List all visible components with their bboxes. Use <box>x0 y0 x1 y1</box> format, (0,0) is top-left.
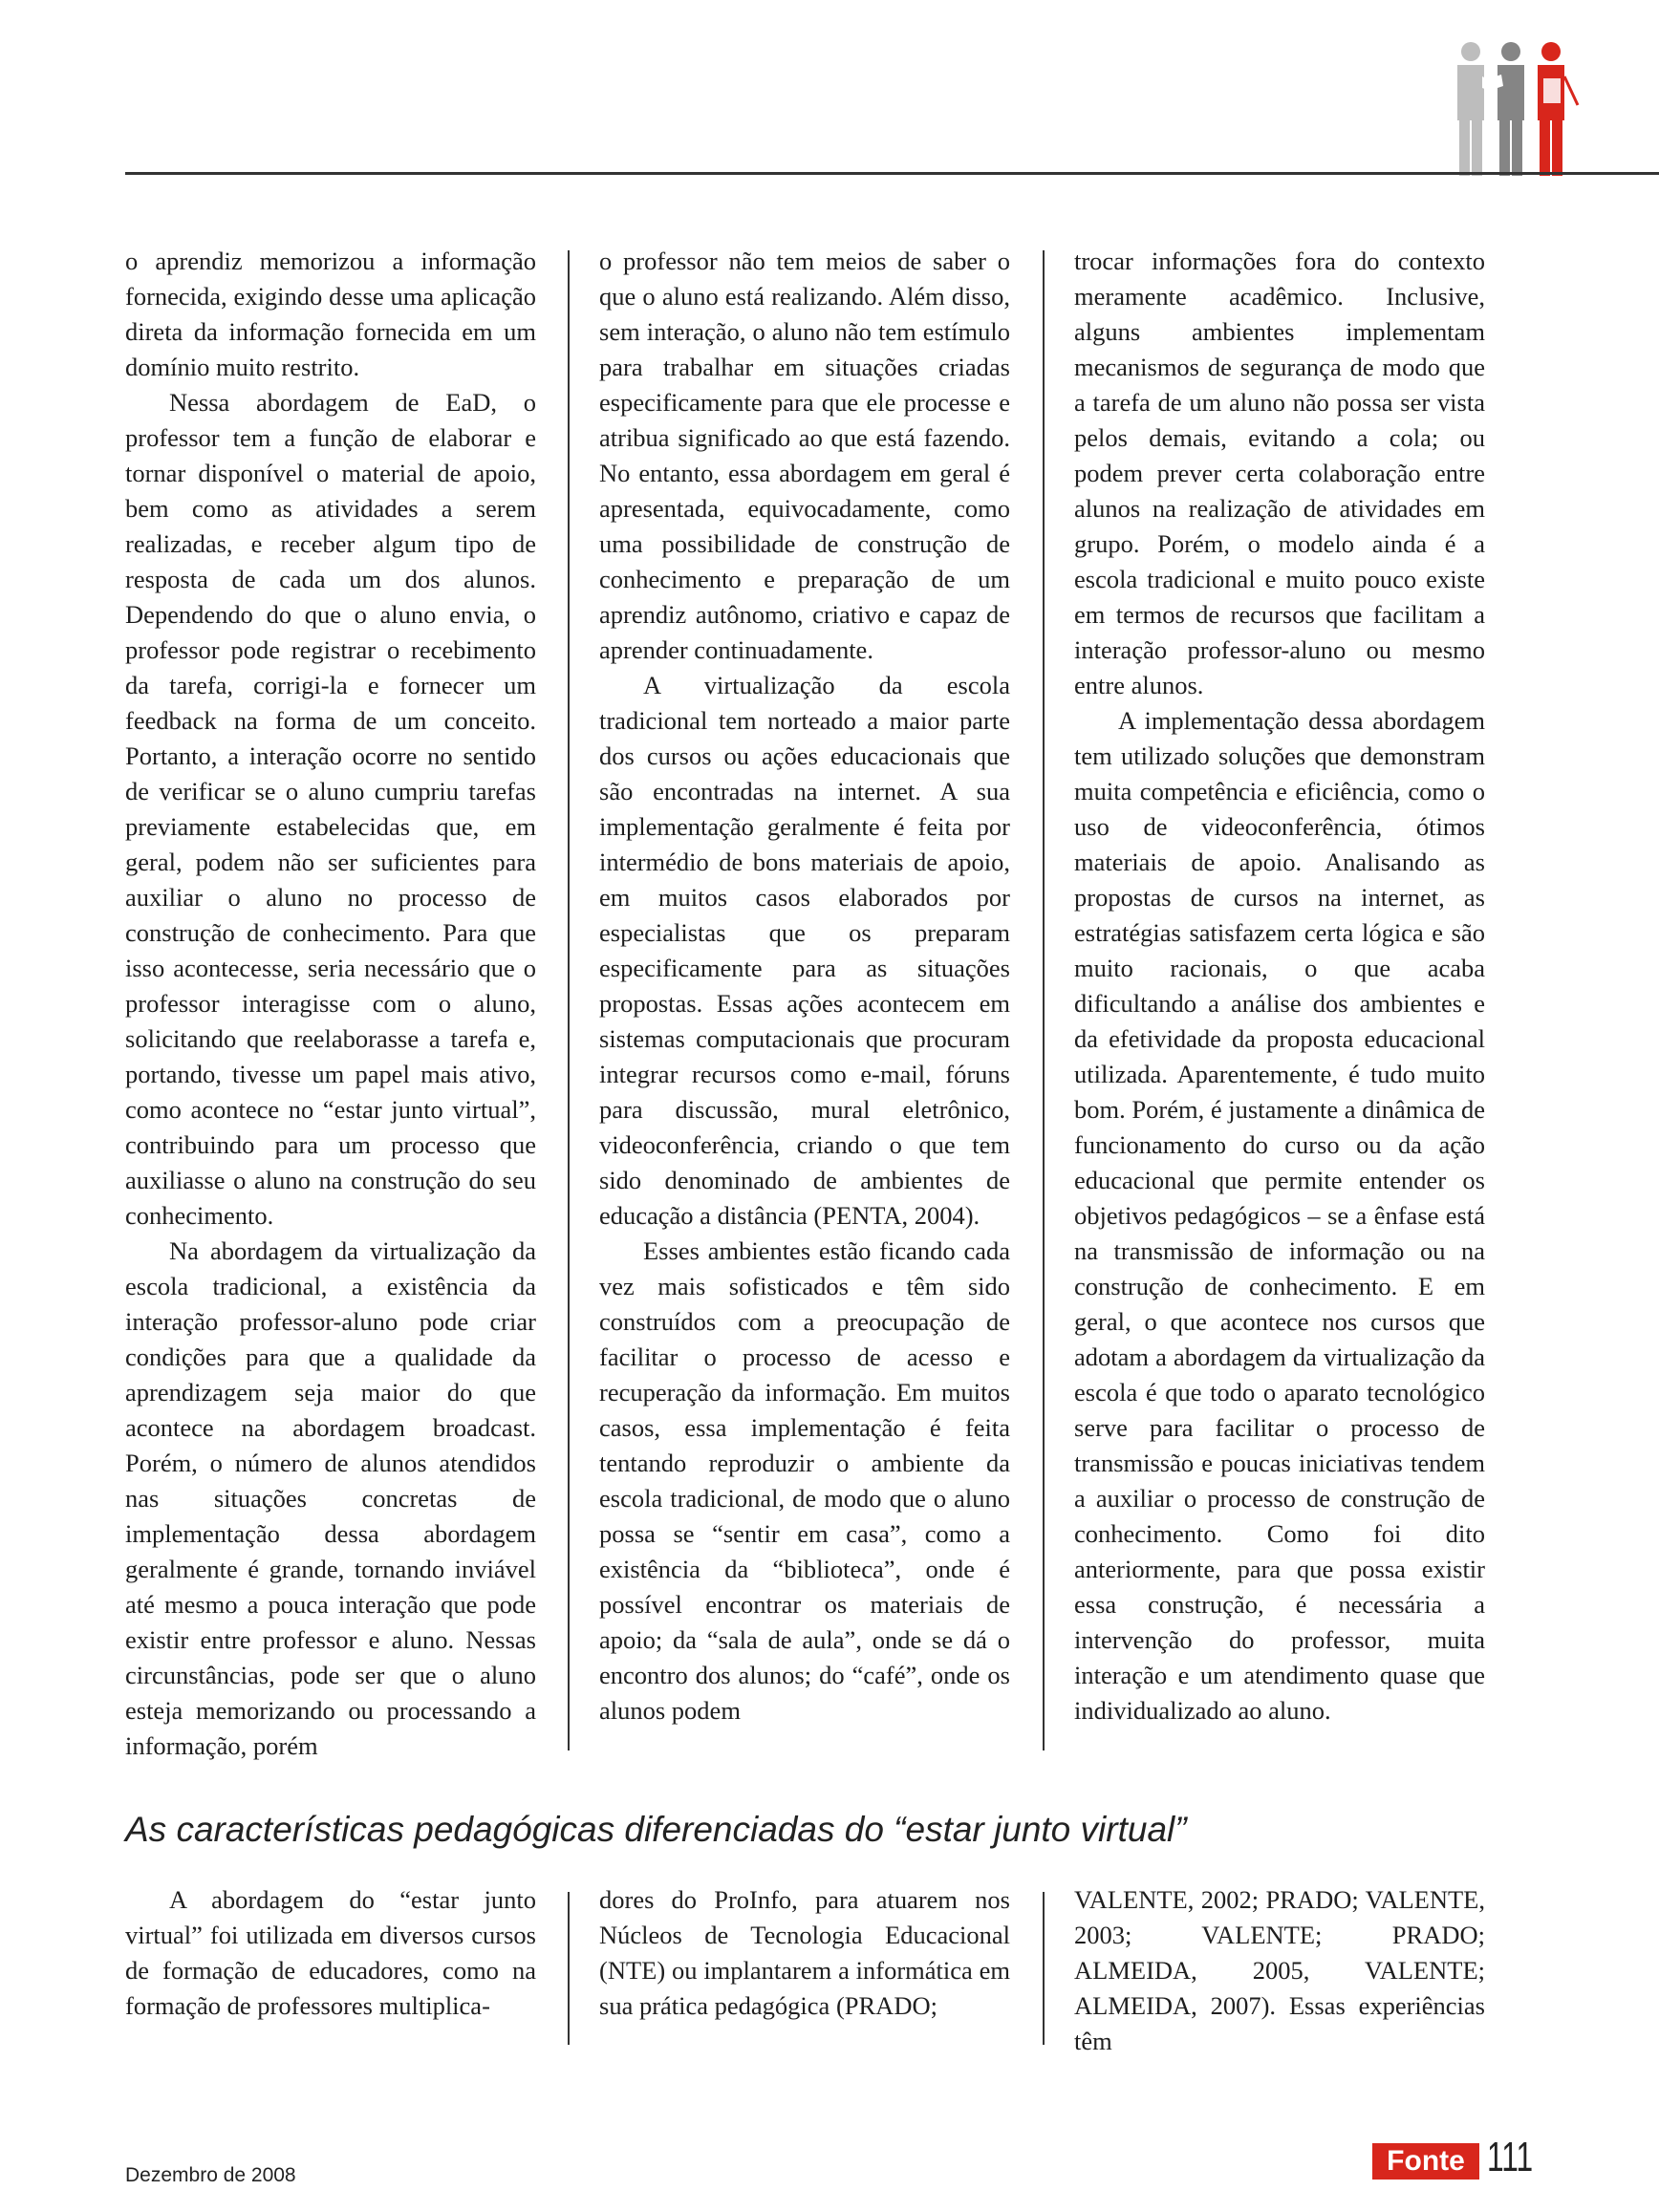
paragraph: Esses ambientes estão ficando cada vez mais sofisticados e têm sido construídos com a preocupação de facilitar o processo de acesso e recuperação da informação. Em muitos casos, essa implementação é feita tentando reproduzir o ambiente da escola tradicional, de modo que o aluno possa se “sentir em casa”, como a existência da “biblioteca”, onde é possível encontrar os materiais de apoio; da “sala de aula”, onde se dá o encontro dos alunos; do “café”, onde os alunos podem <box>599 1236 1010 1725</box>
column-divider <box>1043 250 1045 1750</box>
article-column-3 <box>1074 244 1485 1729</box>
brand-logo: Fonte <box>1372 2143 1479 2180</box>
column-divider <box>568 250 570 1750</box>
paragraph: Na abordagem da virtualização da escola tradicional, a existência da interação professor-aluno pode criar condições para que a qualidade da aprendizagem seja maior do que acontece na abordagem broadcast. Porém, o número de alunos atendidos nas situações concretas de implementação dessa abordagem geralmente é grande, tornando inviável até mesmo a pouca interação que pode existir entre professor e aluno. Nessas circunstâncias, pode ser que o aluno esteja memorizando ou processando a informação, porém <box>125 1236 536 1760</box>
column-divider <box>1043 1892 1045 2045</box>
section-column-1 <box>125 1882 536 2024</box>
section-heading: As características pedagógicas diferenciadas do “estar junto virtual” <box>125 1810 1187 1849</box>
paragraph: trocar informações fora do contexto meramente acadêmico. Inclusive, alguns ambientes implementam mecanismos de segurança de modo que a tarefa de um aluno não possa ser vista pelos demais, evitando a cola; ou podem prever certa colaboração entre alunos na realização de atividades em grupo. Porém, o modelo ainda é a escola tradicional e muito pouco existe em termos de recursos que facilitam a interação professor-aluno ou mesmo entre alunos. <box>1074 247 1485 699</box>
paragraph: A implementação dessa abordagem tem utilizado soluções que demonstram muita competência e eficiência, como o uso de videoconferência, ótimos materiais de apoio. Analisando as propostas de cursos na internet, as estratégias satisfazem certa lógica e são muito racionais, o que acaba dificultando a análise dos ambientes e da efetividade da proposta educacional utilizada. Aparentemente, é tudo muito bom. Porém, é justamente a dinâmica de funcionamento do curso ou da ação educacional que permite entender os objetivos pedagógicos – se a ênfase está na transmissão de informação ou na construção de conhecimento. E em geral, o que acontece nos cursos que adotam a abordagem da virtualização da escola é que todo o aparato tecnológico serve para facilitar o processo de transmissão e poucas iniciativas tendem a auxiliar o processo de construção de conhecimento. Como foi dito anteriormente, para que possa existir essa construção, é necessária a intervenção do professor, muita interação e um atendimento quase que individualizado ao aluno. <box>1074 706 1485 1725</box>
paragraph: A abordagem do “estar junto virtual” foi utilizada em diversos cursos de formação de educadores, como na formação de professores multiplica- <box>125 1885 536 2020</box>
three-people-figures-icon <box>1448 38 1582 177</box>
footer-date: Dezembro de 2008 <box>125 2164 296 2186</box>
page-number: 111 <box>1487 2134 1534 2180</box>
article-column-1 <box>125 244 536 1764</box>
paragraph: o professor não tem meios de saber o que o aluno está realizando. Além disso, sem interação, o aluno não tem estímulo para trabalhar em situações criadas especificamente para que ele processe e atribua significado ao que está fazendo. No entanto, essa abordagem em geral é apresentada, equivocadamente, como uma possibilidade de construção de conhecimento e preparação de um aprendiz autônomo, criativo e capaz de aprender continuadamente. <box>599 247 1010 664</box>
section-column-2 <box>599 1882 1010 2024</box>
article-column-2 <box>599 244 1010 1729</box>
column-divider <box>568 1892 570 2045</box>
paragraph: Nessa abordagem de EaD, o professor tem a função de elaborar e tornar disponível o material de apoio, bem como as atividades a serem realizadas, e receber algum tipo de resposta de cada um dos alunos. Dependendo do que o aluno envia, o professor pode registrar o recebimento da tarefa, corrigi-la e fornecer um feedback na forma de um conceito. Portanto, a interação ocorre no sentido de verificar se o aluno cumpriu tarefas previamente estabelecidas que, em geral, podem não ser suficientes para auxiliar o aluno no processo de construção de conhecimento. Para que isso acontecesse, seria necessário que o professor interagisse com o aluno, solicitando que reelaborasse a tarefa e, portando, tivesse um papel mais ativo, como acontece no “estar junto virtual”, contribuindo para um processo que auxiliasse o aluno na construção do seu conhecimento. <box>125 388 536 1230</box>
paragraph: o aprendiz memorizou a informação fornecida, exigindo desse uma aplicação direta da informação fornecida em um domínio muito restrito. <box>125 247 536 381</box>
paragraph: dores do ProInfo, para atuarem nos Núcleos de Tecnologia Educacional (NTE) ou implantarem a informática em sua prática pedagógica (PRADO; <box>599 1885 1010 2020</box>
section-column-3 <box>1074 1882 1485 2059</box>
paragraph: A virtualização da escola tradicional tem norteado a maior parte dos cursos ou ações educacionais que são encontradas na internet. A sua implementação geralmente é feita por intermédio de bons materiais de apoio, em muitos casos elaborados por especialistas que os preparam especificamente para as situações propostas. Essas ações acontecem em sistemas computacionais que procuram integrar recursos como e-mail, fóruns para discussão, mural eletrônico, videoconferência, criando o que tem sido denominado de ambientes de educação a distância (PENTA, 2004). <box>599 671 1010 1230</box>
paragraph: VALENTE, 2002; PRADO; VALENTE, 2003; VALENTE; PRADO; ALMEIDA, 2005, VALENTE; ALMEIDA, 2007). Essas experiências têm <box>1074 1885 1485 2055</box>
header-rule <box>125 172 1659 175</box>
